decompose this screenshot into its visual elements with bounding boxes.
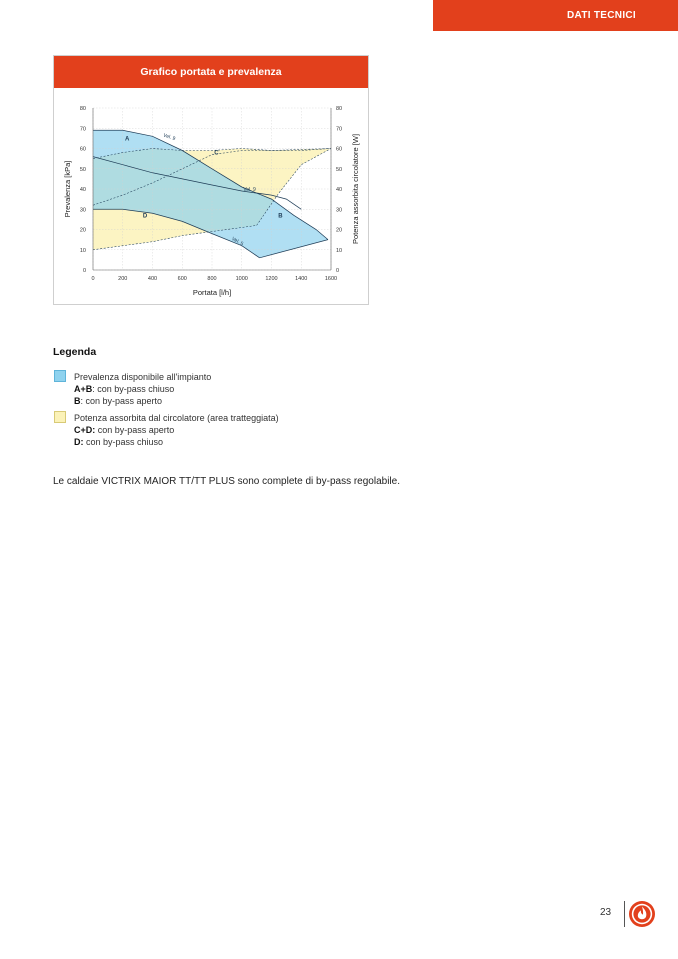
y-tick-label: 10 bbox=[79, 247, 86, 254]
y2-tick-label: 70 bbox=[336, 126, 343, 133]
y-tick-label: 70 bbox=[79, 126, 86, 133]
y-tick-label: 0 bbox=[82, 268, 86, 274]
y-tick-label: 80 bbox=[79, 106, 86, 112]
section-label: DATI TECNICI bbox=[567, 10, 636, 21]
chart-header bbox=[54, 56, 368, 88]
curve-label-c: C bbox=[214, 150, 219, 157]
legend-item-text: Prevalenza disponibile all'impianto bbox=[74, 372, 212, 382]
legend-subitem: C+D: con by-pass aperto bbox=[74, 425, 175, 435]
speed-label: Vel. 9 bbox=[243, 187, 256, 194]
x-tick-label: 800 bbox=[207, 276, 217, 282]
legend-item-text: Potenza assorbita dal circolatore (area tratteggiata) bbox=[74, 413, 279, 423]
section-header-tab bbox=[433, 0, 678, 31]
y2-tick-label: 80 bbox=[336, 106, 343, 112]
curve-label-d: D bbox=[142, 213, 148, 220]
y-tick-label: 30 bbox=[79, 207, 86, 214]
page-number: 23 bbox=[600, 907, 612, 918]
y2-tick-label: 40 bbox=[336, 187, 343, 193]
x-axis-title: Portata [l/h] bbox=[192, 288, 232, 297]
curve-label-b: B bbox=[278, 213, 283, 220]
y-tick-label: 20 bbox=[79, 227, 86, 234]
y-axis-title: Prevalenza [kPa] bbox=[63, 160, 72, 218]
x-tick-label: 400 bbox=[147, 276, 158, 282]
body-paragraph: Le caldaie VICTRIX MAIOR TT/TT PLUS sono complete di by-pass regolabile. bbox=[53, 476, 400, 487]
legend-swatch-blue bbox=[54, 370, 66, 382]
speed-label: Vel. 9 bbox=[162, 132, 177, 143]
speed-label: Vel. 5 bbox=[230, 236, 245, 248]
y2-tick-label: 0 bbox=[336, 268, 340, 274]
legend-subitem: A+B: con by-pass chiuso bbox=[74, 384, 175, 394]
x-tick-label: 1600 bbox=[324, 276, 338, 282]
y-tick-label: 60 bbox=[79, 146, 86, 153]
curve-label-a: A bbox=[125, 136, 130, 143]
chart-panel bbox=[53, 55, 369, 305]
legend-item-prevalenza bbox=[74, 371, 211, 407]
footer-divider bbox=[624, 901, 625, 927]
flow-head-chart bbox=[54, 88, 368, 304]
y2-tick-label: 60 bbox=[336, 146, 343, 153]
brand-flame-logo bbox=[628, 900, 656, 928]
legend-subitem: D: con by-pass chiuso bbox=[74, 437, 164, 447]
y2-tick-label: 10 bbox=[336, 247, 343, 254]
x-tick-label: 600 bbox=[177, 276, 187, 282]
y2-tick-label: 30 bbox=[336, 207, 343, 214]
x-tick-label: 1000 bbox=[235, 276, 248, 282]
y2-axis-title: Potenza assorbita circolatore [W] bbox=[351, 133, 360, 245]
legend-subitem: B: con by-pass aperto bbox=[74, 396, 163, 406]
legend-item-potenza bbox=[74, 412, 279, 448]
x-tick-label: 200 bbox=[118, 276, 128, 282]
x-tick-label: 1400 bbox=[295, 276, 308, 282]
legend-swatch-yellow bbox=[54, 411, 66, 423]
legend-title: Legenda bbox=[53, 346, 97, 358]
y-tick-label: 50 bbox=[79, 166, 86, 173]
x-tick-label: 1200 bbox=[265, 276, 278, 282]
y2-tick-label: 20 bbox=[336, 227, 343, 234]
x-tick-label: 0 bbox=[91, 276, 95, 282]
chart-title: Grafico portata e prevalenza bbox=[140, 66, 282, 78]
y2-tick-label: 50 bbox=[336, 166, 343, 173]
y-tick-label: 40 bbox=[79, 187, 86, 193]
